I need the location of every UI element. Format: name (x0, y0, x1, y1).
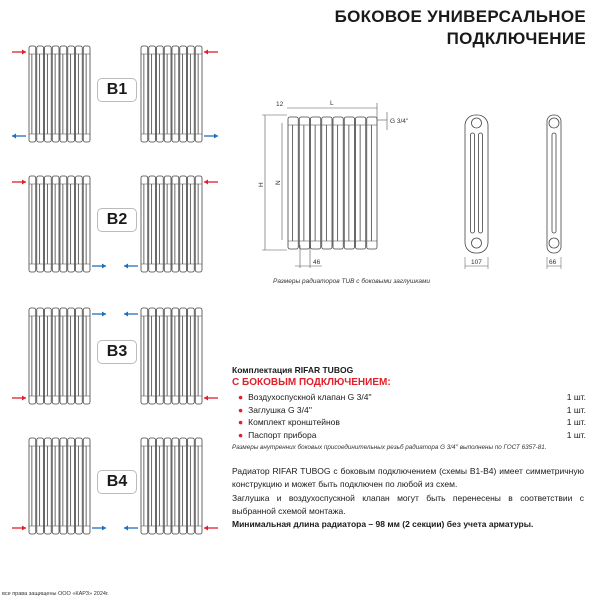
radiator (29, 46, 90, 142)
dim-107: 107 (471, 259, 482, 266)
kit-item-name: Воздухоспускной клапан G 3/4'' (248, 392, 372, 403)
kit-item (232, 404, 586, 417)
radiator (141, 438, 202, 534)
supply-arrow-icon (12, 526, 26, 531)
kit-item-qty: 1 шт. (566, 429, 586, 440)
scheme-b1 (0, 40, 230, 140)
supply-arrow-icon (204, 180, 218, 185)
radiator (141, 176, 202, 272)
scheme-b4 (0, 432, 230, 532)
copyright-footer: все права защищены ООО «КАРЗ» 2024г. (2, 591, 109, 597)
kit-item-name: Заглушка G 3/4'' (248, 404, 312, 415)
radiator (29, 438, 90, 534)
dim-l: L (330, 100, 334, 107)
dim-n: N (275, 180, 282, 185)
scheme-label: B2 (97, 208, 137, 232)
kit-item-qty: 1 шт. (566, 392, 586, 403)
description-p1: Радиатор RIFAR TUBOG с боковым подключением (схемы B1-B4) имеет симметричную конструкцию и может быть подключен по любой из схем. (232, 466, 584, 490)
kit-item-name: Комплект кронштейнов (248, 417, 340, 428)
scheme-b3 (0, 302, 230, 402)
kit-list (232, 391, 586, 441)
return-arrow-icon (92, 526, 106, 531)
side-view-66 (547, 115, 561, 269)
return-arrow-icon (124, 264, 138, 269)
supply-arrow-icon (12, 50, 26, 55)
dim-thread: G 3/4'' (390, 118, 409, 125)
bullet-icon: ● (238, 429, 244, 440)
supply-arrow-icon (204, 526, 218, 531)
kit-item (232, 429, 586, 442)
supply-arrow-icon (12, 180, 26, 185)
radiator (141, 308, 202, 404)
radiator (29, 176, 90, 272)
description-p3: Минимальная длина радиатора – 98 мм (2 секции) без учета арматуры. (232, 519, 534, 530)
return-arrow-icon (124, 312, 138, 317)
kit-item (232, 391, 586, 404)
kit-note: Размеры внутренних боковых присоединительных резьб радиатора G 3/4'' выполнены по ГОСТ 6357-81. (232, 444, 547, 451)
dim-h: H (258, 182, 265, 187)
scheme-label: B1 (97, 78, 137, 102)
dim-66: 66 (549, 259, 557, 266)
return-arrow-icon (204, 134, 218, 139)
page-title: БОКОВОЕ УНИВЕРСАЛЬНОЕ ПОДКЛЮЧЕНИЕ (334, 7, 586, 48)
bullet-icon: ● (238, 417, 244, 428)
return-arrow-icon (92, 264, 106, 269)
supply-arrow-icon (204, 396, 218, 401)
return-arrow-icon (124, 526, 138, 531)
scheme-label: B4 (97, 470, 137, 494)
bullet-icon: ● (238, 404, 244, 415)
kit-section (232, 365, 586, 451)
supply-arrow-icon (12, 396, 26, 401)
dimension-drawing (250, 95, 600, 280)
kit-item-name: Паспорт прибора (248, 429, 317, 440)
radiator (29, 308, 90, 404)
dim-46: 46 (313, 259, 321, 266)
return-arrow-icon (12, 134, 26, 139)
side-view-107 (465, 115, 488, 269)
scheme-b2 (0, 170, 230, 270)
scheme-label: B3 (97, 340, 137, 364)
description-p2: Заглушка и воздухоспускной клапан могут быть перенесены в соответствии с выбранной схемой монтажа. (232, 492, 584, 516)
bullet-icon: ● (238, 392, 244, 403)
description (232, 465, 584, 531)
return-arrow-icon (92, 312, 106, 317)
drawing-caption: Размеры радиаторов TUB с боковыми заглушками (273, 278, 431, 285)
kit-item-qty: 1 шт. (566, 404, 586, 415)
radiator (288, 117, 377, 249)
radiator (141, 46, 202, 142)
dim-12: 12 (276, 101, 284, 108)
supply-arrow-icon (204, 50, 218, 55)
kit-title: Комплектация RIFAR TUBOG (232, 365, 354, 375)
kit-item (232, 416, 586, 429)
kit-subtitle: С БОКОВЫМ ПОДКЛЮЧЕНИЕМ: (232, 377, 391, 388)
kit-item-qty: 1 шт. (566, 417, 586, 428)
